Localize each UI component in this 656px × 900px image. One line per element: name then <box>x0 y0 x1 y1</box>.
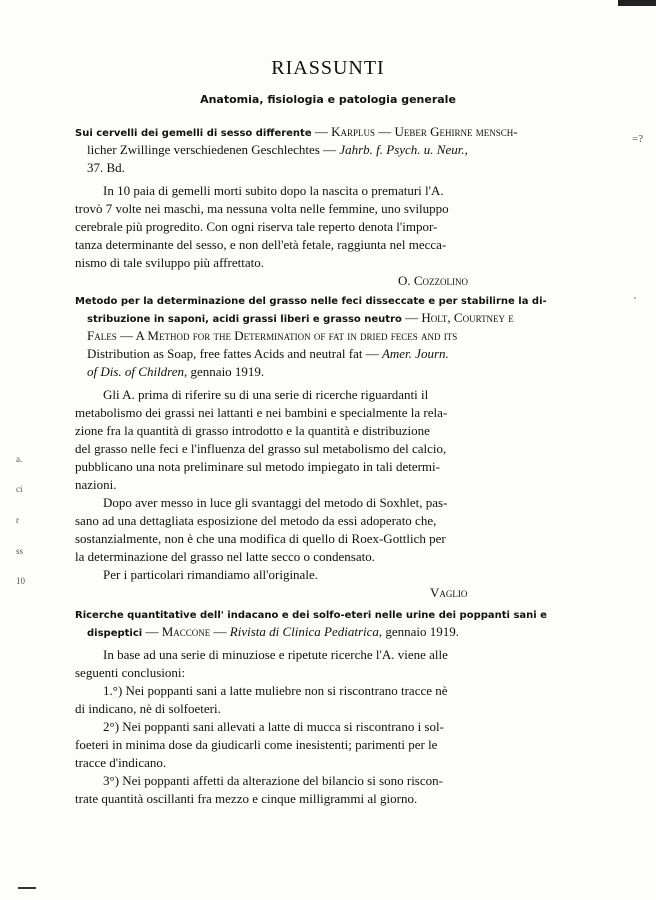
article2-body-line: zione fra la quantità di grasso introdotto e la quantità e distribuzione <box>75 423 430 438</box>
article1-heading-line <box>75 123 518 143</box>
article2-heading-line <box>75 291 547 311</box>
article2-body-line: nazioni. <box>75 477 117 492</box>
article2-heading-part2: stribuzione in saponi, acidi grassi liberi e grasso neutro <box>87 314 402 325</box>
article1-author: O. Cozzolino <box>398 273 469 288</box>
article3-body-line: di indicano, nè di solfoeteri. <box>75 701 221 716</box>
margin-mark-left: a. <box>16 454 23 464</box>
article2-body-line: Dopo aver messo in luce gli svantaggi del metodo di Soxhlet, pas- <box>103 495 448 510</box>
article3-body-line: foeteri in minima dose da giudicarli come inesistenti; parimenti per le <box>75 737 438 752</box>
article2-journal: Amer. Journ. <box>381 346 449 361</box>
article2-body-line: pubblicano una nota preliminare sul metodo impiegato in tali determi- <box>75 459 440 474</box>
article3-body-line: trate quantità oscillanti fra mezzo e cinque milligrammi al giorno. <box>75 791 418 806</box>
article2-authors: — Holt, Courtney e <box>401 310 514 325</box>
article2-body-line: metabolismo dei grassi nei lattanti e nei bambini e specialmente la rela- <box>75 405 448 420</box>
article3-body-line: 3°) Nei poppanti affetti da alterazione del bilancio si sono riscon- <box>103 773 443 788</box>
article2-body-line: la determinazione del grasso nel latte secco o condensato. <box>75 549 375 564</box>
article1-ref-text: licher Zwillinge verschiedenen Geschlechtes — <box>87 142 340 157</box>
section-heading: Anatomia, fisiologia e patologia generale <box>200 93 456 106</box>
margin-mark-left: ss <box>16 546 24 556</box>
article2-body-line: sano ad una dettagliata esposizione del metodo da essi adoperato che, <box>75 513 437 528</box>
article1-ref: — Karplus — Ueber Gehirne mensch- <box>311 124 518 139</box>
article2-ref-line <box>87 363 264 381</box>
article2-body-line: Gli A. prima di riferire su di una serie di ricerche riguardanti il <box>103 387 429 402</box>
article2-heading-part1: Metodo per la determinazione del grasso nelle feci disseccate e per stabilirne la di- <box>75 296 547 307</box>
article3-heading-line <box>75 605 547 625</box>
article1-body-line: In 10 paia di gemelli morti subito dopo la nascita o prematuri l'A. <box>103 183 444 198</box>
article3-body-line: seguenti conclusioni: <box>75 665 186 680</box>
article1-body-line: nismo di tale sviluppo più affrettato. <box>75 255 264 270</box>
margin-mark-left: ci <box>16 484 23 494</box>
article1-journal: Jahrb. f. Psych. u. Neur. <box>339 142 465 157</box>
article3-body-line: 2°) Nei poppanti sani allevati a latte di mucca si riscontrano i sol- <box>103 719 444 734</box>
article1-ref-line <box>87 141 468 159</box>
article2-ref-line <box>87 345 449 363</box>
article1-body-line: tanza determinante del sesso, e non dell'età fetale, raggiunta nel mecca- <box>75 237 447 252</box>
article3-heading-part1: Ricerche quantitative dell' indacano e dei solfo-eteri nelle urine dei poppanti sani e <box>75 610 547 621</box>
article2-body-line: del grasso nelle feci e l'influenza del grasso sul metabolismo del calcio, <box>75 441 447 456</box>
article1-body-line: trovò 7 volte nei maschi, ma nessuna volta nelle femmine, uno sviluppo <box>75 201 449 216</box>
article3-body-line: In base ad una serie di minuziose e ripetute ricerche l'A. viene alle <box>103 647 448 662</box>
bottom-margin-stroke <box>18 887 36 889</box>
article2-body-line: sostanzialmente, non è che una modifica di quello di Roex-Gottlich per <box>75 531 446 546</box>
margin-mark-right: ' <box>634 295 636 307</box>
margin-mark-left: 10 <box>16 576 25 586</box>
article3-heading-part2: dispeptici <box>87 628 143 639</box>
article3-journal: Rivista di Clinica Pediatrica <box>229 624 379 639</box>
article3-body-line: 1.°) Nei poppanti sani a latte muliebre non si riscontrano tracce nè <box>103 683 448 698</box>
article2-heading-line <box>87 309 514 329</box>
article2-body-line: Per i particolari rimandiamo all'originale. <box>103 567 318 582</box>
page-corner-mark <box>618 0 656 6</box>
article2-journal-cont: of Dis. of Children <box>87 364 185 379</box>
article2-ref-date: , gennaio 1919. <box>184 364 265 379</box>
article1-ref-end: , <box>464 142 468 157</box>
article1-ref-volume: 37. Bd. <box>87 160 125 175</box>
article3-heading-line <box>87 623 459 643</box>
article2-ref-text: Distribution as Soap, free fattes Acids and neutral fat — <box>87 346 382 361</box>
article3-body-line: tracce d'indicano. <box>75 755 167 770</box>
margin-mark-right: =? <box>632 133 644 145</box>
article3-author-ref: — Maccone — <box>142 624 230 639</box>
article2-author: Vaglio <box>430 585 468 600</box>
margin-mark-left: r <box>16 515 19 525</box>
article1-heading: Sui cervelli dei gemelli di sesso differente <box>75 128 312 139</box>
page-title: RIASSUNTI <box>271 57 385 79</box>
article1-body-line: cerebrale più progredito. Con ogni riserva tale reperto denota l'impor- <box>75 219 438 234</box>
article3-ref-date: , gennaio 1919. <box>378 624 460 639</box>
article2-ref-line: Fales — A Method for the Determination of fat in dried feces and its <box>87 328 458 343</box>
